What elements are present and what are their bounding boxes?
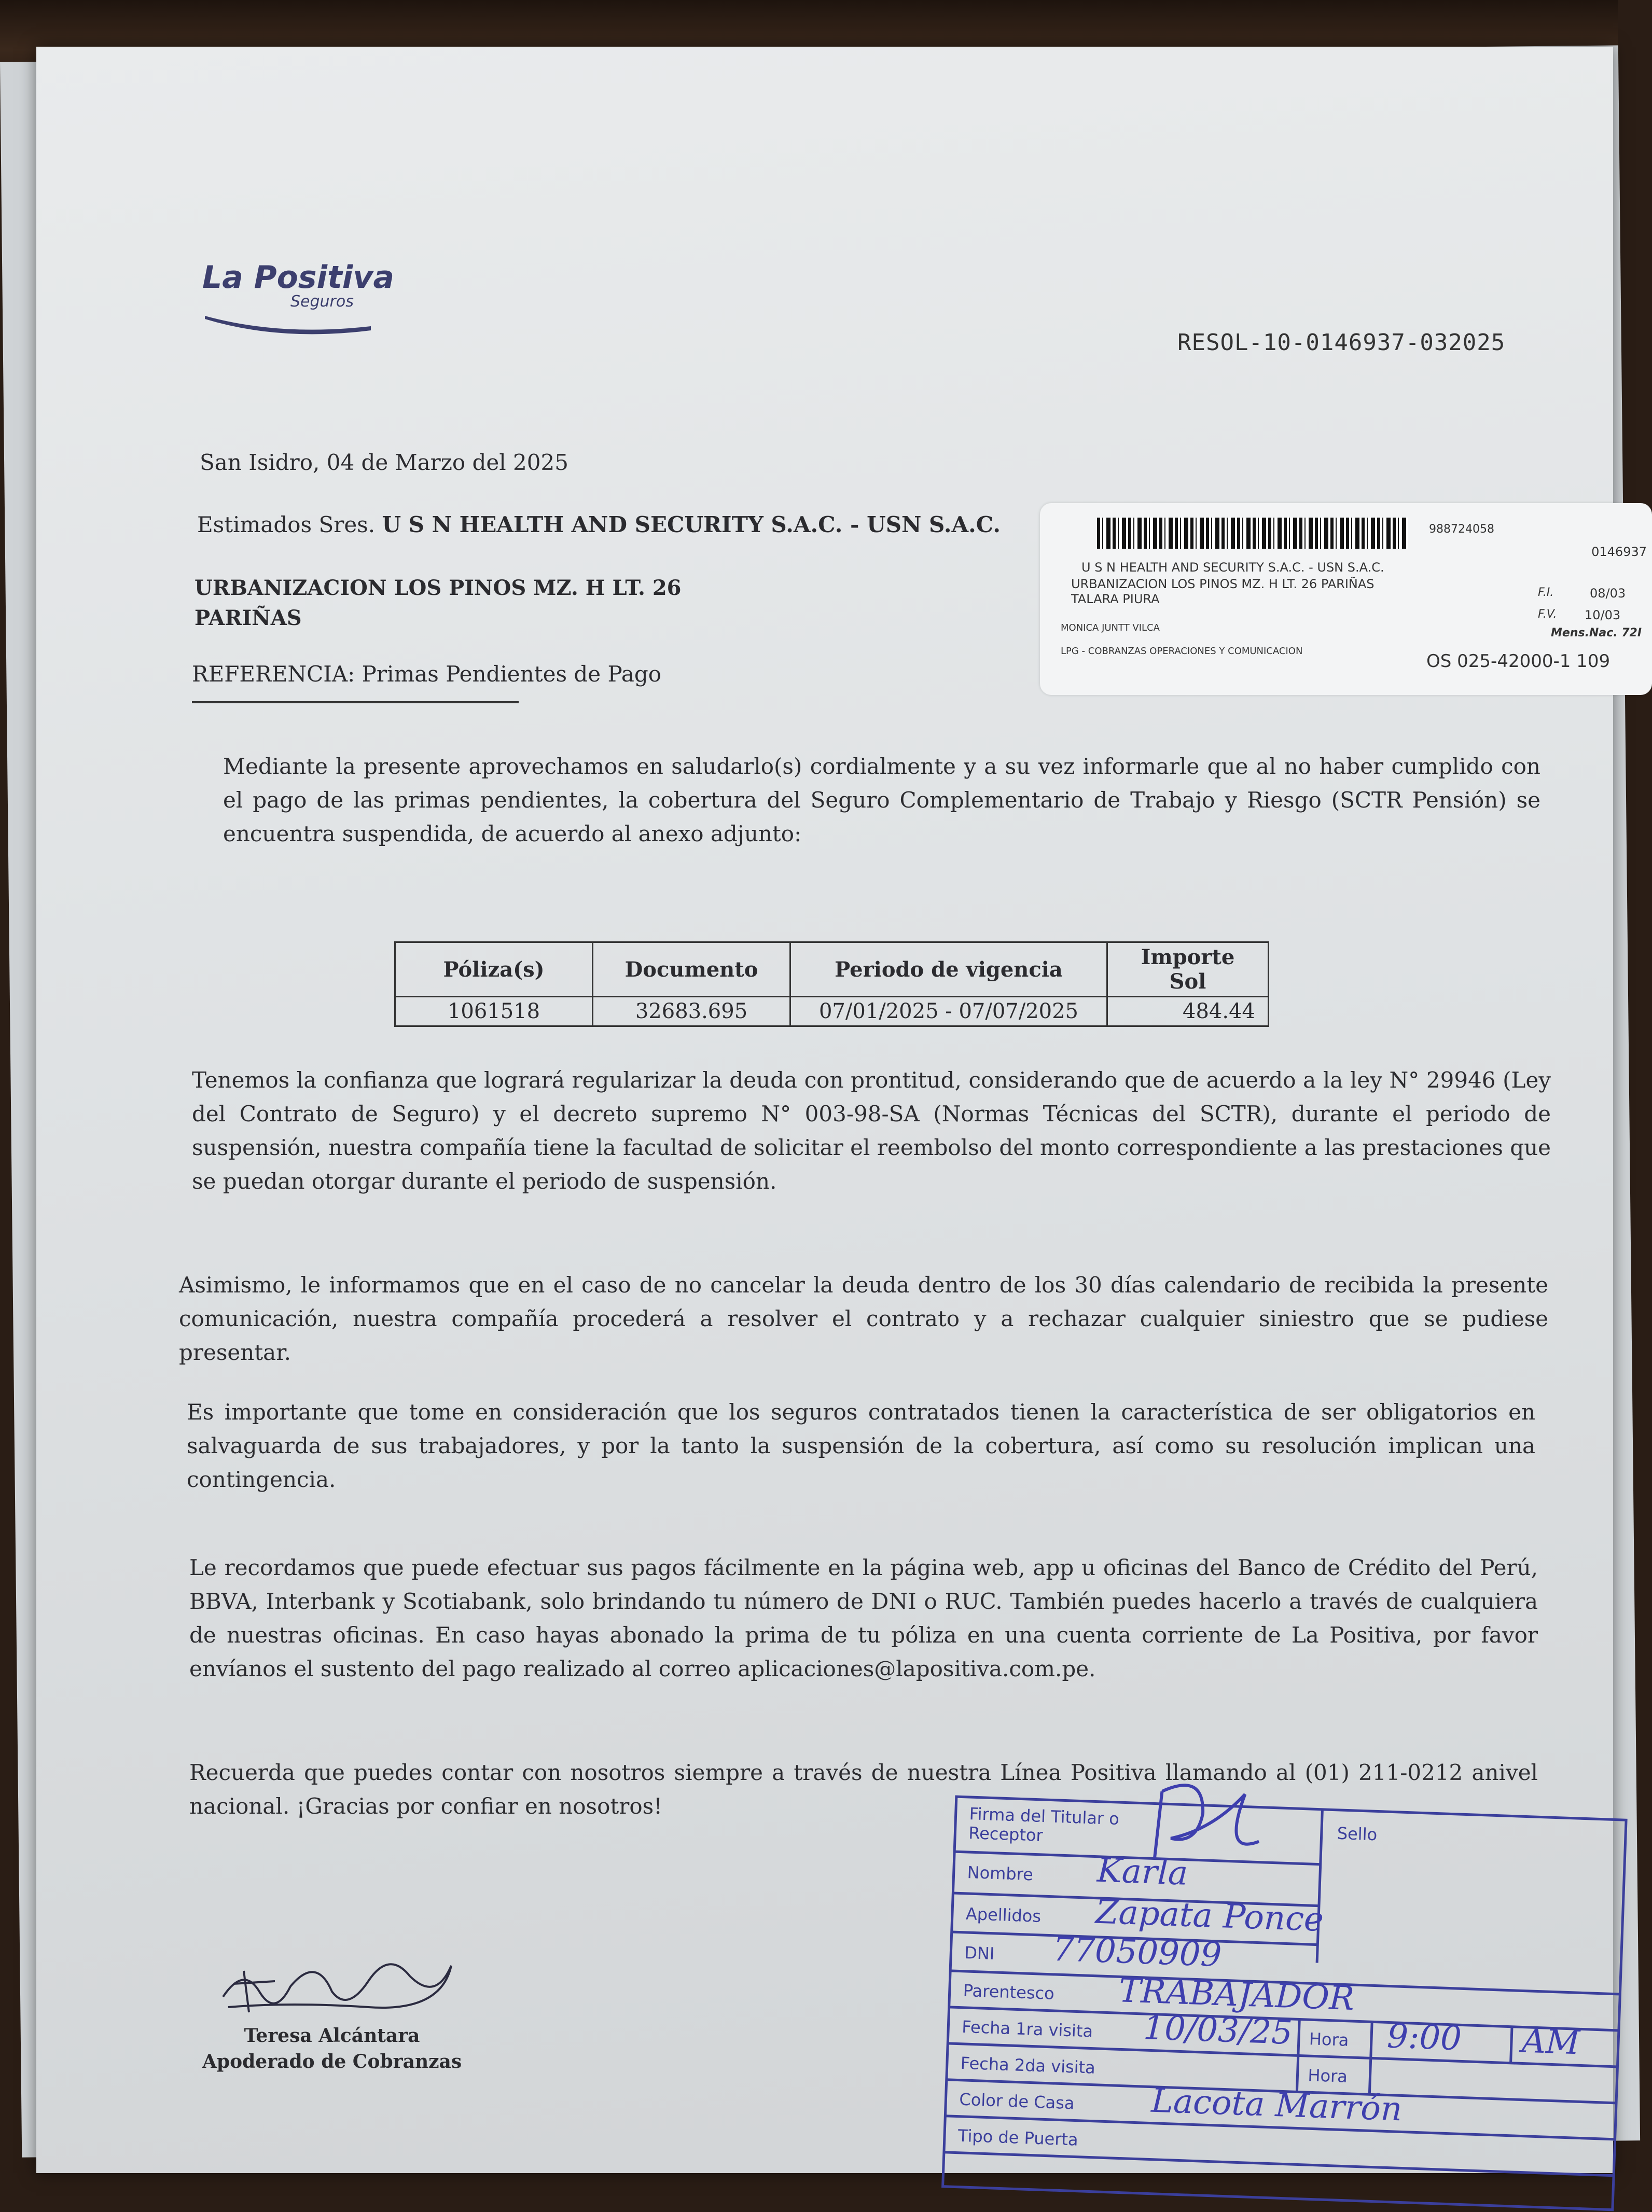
stamp-fecha1-value: 10/03/25 <box>1143 2009 1294 2053</box>
header-periodo: Periodo de vigencia <box>790 942 1107 997</box>
paragraph-confidence: Tenemos la confianza que logrará regularizar la deuda con prontitud, considerando que de acuerdo a la ley N° 29946 (Ley del Contrato de Seguro) y el decreto supremo N° 003-98-SA (Normas Técnicas del SCTR), durante el periodo de suspensión, nuestra compañía tiene la facultad de solicitar el reembolso del monto correspondiente a las prestaciones que se puedan otorgar durante el periodo de suspensión. <box>192 1067 1551 1194</box>
stamp-hora1-value: 9:00 <box>1386 2017 1463 2058</box>
cell-periodo: 07/01/2025 - 07/07/2025 <box>790 997 1107 1026</box>
stamp-tipo-puerta-label: Tipo de Puerta <box>957 2125 1079 2150</box>
greeting <box>197 511 1001 539</box>
mailing-label <box>1040 503 1652 695</box>
label-fv-key: F.V. <box>1538 608 1557 621</box>
stamp-dni-label: DNI <box>964 1942 995 1964</box>
label-code: 0146937 <box>1591 545 1647 559</box>
stamp-nombre-label: Nombre <box>967 1862 1034 1885</box>
signer-name: Teresa Alcántara <box>244 2025 420 2047</box>
stamp-nombre-value: Karla <box>1096 1851 1189 1893</box>
stamp-fecha2-label: Fecha 2da visita <box>960 2053 1096 2078</box>
header-poliza: Póliza(s) <box>395 942 593 997</box>
stamp-parentesco-value: TRABAJADOR <box>1118 1971 1355 2019</box>
recipient-address <box>195 573 681 633</box>
signature-scribble-icon <box>213 1935 462 2023</box>
reference-underline <box>192 701 519 703</box>
header-importe: Importe Sol <box>1107 942 1269 997</box>
signature <box>213 1935 462 2025</box>
logo-swoosh-icon <box>202 311 373 337</box>
paragraph-intro: Mediante la presente aprovechamos en saludarlo(s) cordialmente y a su vez informarle que al no haber cumplido con el pago de las primas pendientes, la cobertura del Seguro Complementario de Trabajo y Riesgo (SCTR Pensión) se encuentra suspendida, de acuerdo al anexo adjunto: <box>223 754 1540 847</box>
table-row <box>395 997 1269 1026</box>
date-line: San Isidro, 04 de Marzo del 2025 <box>200 450 568 475</box>
stamp-apellidos-value: Zapata Ponce <box>1094 1893 1325 1939</box>
label-fi-key: F.I. <box>1538 586 1554 599</box>
header-documento: Documento <box>593 942 790 997</box>
receiver-signature-icon <box>1139 1770 1277 1879</box>
reference-subject: REFERENCIA: Primas Pendientes de Pago <box>192 661 662 687</box>
stamp-parentesco-label: Parentesco <box>963 1980 1055 2004</box>
label-department: LPG - COBRANZAS OPERACIONES Y COMUNICACION <box>1061 646 1303 657</box>
stamp-hora2-label: Hora <box>1307 2065 1348 2086</box>
label-fv-value: 10/03 <box>1585 608 1621 622</box>
stamp-apellidos-label: Apellidos <box>965 1903 1042 1926</box>
label-address: URBANIZACION LOS PINOS MZ. H LT. 26 PARIÑAS TALARA PIURA <box>1071 577 1375 606</box>
stamp-hora1-label: Hora <box>1309 2029 1349 2050</box>
receipt-stamp <box>940 1794 1628 2212</box>
label-company: U S N HEALTH AND SECURITY S.A.C. - USN S.A.C. <box>1081 560 1384 575</box>
address-line1: URBANIZACION LOS PINOS MZ. H LT. 26 <box>195 576 682 600</box>
cell-importe: 484.44 <box>1107 997 1269 1026</box>
paragraph-cancellation: Asimismo, le informamos que en el caso de no cancelar la deuda dentro de los 30 días calendario de recibida la presente comunicación, nuestra compañía procederá a resolver el contrato y a rechazar cualquier siniestro que se pudiese presentar. <box>179 1272 1548 1366</box>
stamp-am-value: AM <box>1521 2022 1581 2063</box>
stamp-fecha1-label: Fecha 1ra visita <box>961 2016 1093 2041</box>
paragraph-payments: Le recordamos que puede efectuar sus pagos fácilmente en la página web, app u oficinas del Banco de Crédito del Perú, BBVA, Interbank y Scotiabank, solo brindando tu número de DNI o RUC. También puedes hacerlo a través de cualquiera de nuestras oficinas. En caso hayas abonado la prima de tu póliza en una cuenta corriente de La Positiva, por favor envíanos el sustento del pago realizado al correo aplicaciones@lapositiva.com.pe. <box>189 1555 1538 1682</box>
signer-block <box>202 2023 462 2075</box>
barcode-number: 988724058 <box>1429 523 1494 536</box>
company-logo <box>202 259 394 339</box>
cell-documento: 32683.695 <box>593 997 790 1026</box>
reference-code: RESOL-10-0146937-032025 <box>1177 329 1506 356</box>
label-os: OS 025-42000-1 109 <box>1426 651 1611 672</box>
stamp-color-casa-label: Color de Casa <box>959 2089 1075 2113</box>
cell-poliza: 1061518 <box>395 997 593 1026</box>
paragraph-obligatory: Es importante que tome en consideración que los seguros contratados tienen la característica de ser obligatorios en salvaguarda de sus trabajadores, y por la tanto la suspensión de la cobertura, así como su resolución implican una contingencia. <box>187 1399 1535 1493</box>
signer-title: Apoderado de Cobranzas <box>202 2051 462 2073</box>
address-line2: PARIÑAS <box>195 606 302 630</box>
stamp-dni-value: 77050909 <box>1052 1930 1223 1975</box>
greeting-company: U S N HEALTH AND SECURITY S.A.C. - USN S.A.C. <box>382 512 1001 537</box>
label-contact: MONICA JUNTT VILCA <box>1061 622 1160 633</box>
label-fi-value: 08/03 <box>1590 586 1626 601</box>
policy-table <box>394 941 1269 1027</box>
stamp-sello-label: Sello <box>1337 1823 1378 1845</box>
logo-name: La Positiva <box>202 259 394 296</box>
greeting-prefix: Estimados Sres. <box>197 512 376 537</box>
policy-table-header <box>395 942 1269 997</box>
barcode-icon <box>1097 518 1408 549</box>
logo-sub: Seguros <box>290 293 354 311</box>
paragraph-closing: Recuerda que puedes contar con nosotros siempre a través de nuestra Línea Positiva llamando al (01) 211-0212 anivel nacional. ¡Gracias por confiar en nosotros! <box>189 1760 1538 1819</box>
stamp-color-casa-value: Lacota Marrón <box>1150 2081 1403 2129</box>
stamp-firma-label: Firma del Titular o Receptor <box>968 1804 1120 1845</box>
label-mens: Mens.Nac. 72I <box>1551 627 1642 639</box>
